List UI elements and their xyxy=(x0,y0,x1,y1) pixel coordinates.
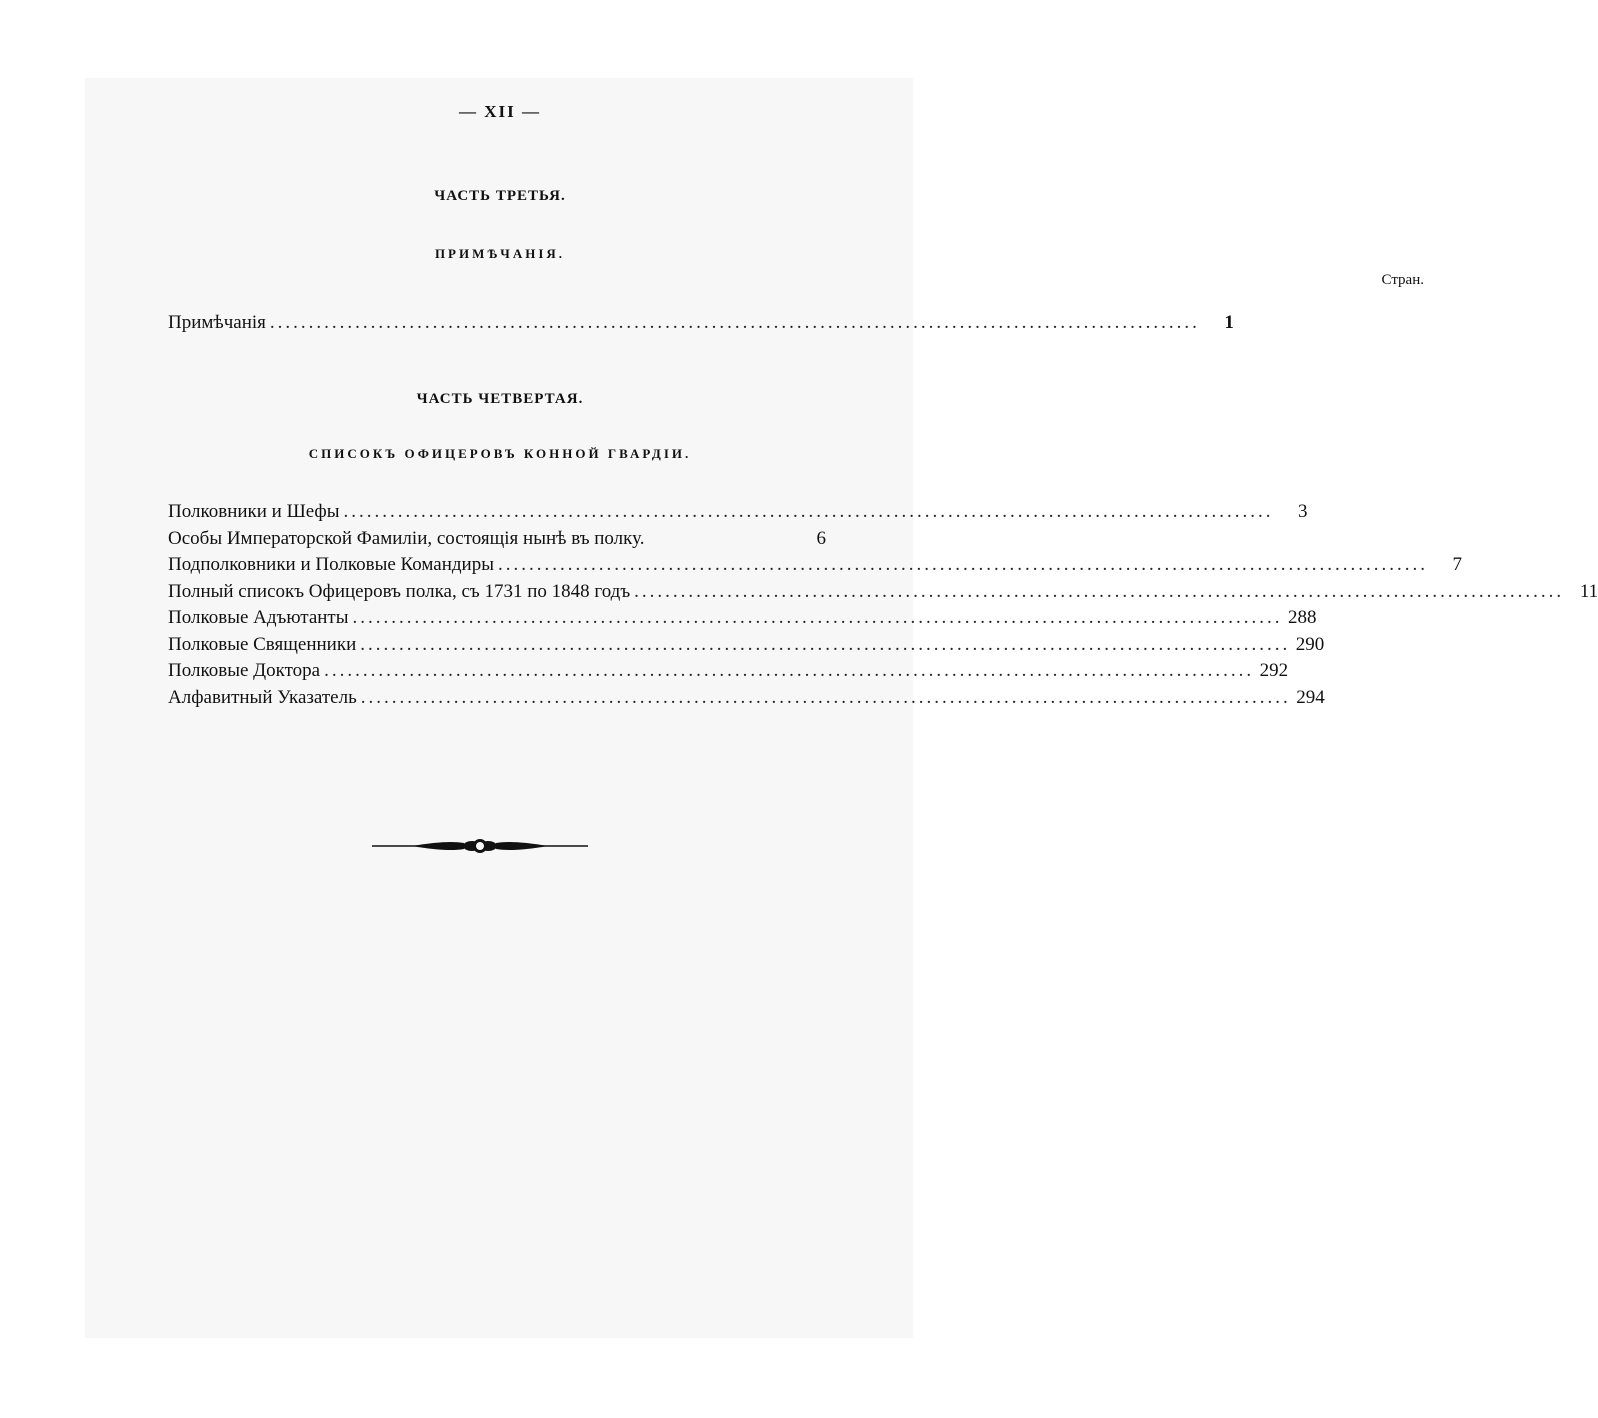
leader-dots: ........................................................................................................................ xyxy=(352,607,1283,628)
part-three-subtitle: ПРИМѢЧАНІЯ. xyxy=(434,246,566,261)
part-four-toc xyxy=(168,499,1598,711)
leader-dots: ........................................................................................................................ xyxy=(634,580,1565,602)
toc-entry xyxy=(168,579,1598,606)
toc-entry-page: 288 xyxy=(1288,607,1317,628)
part-four-title: ЧАСТЬ ЧЕТВЕРТАЯ. xyxy=(416,391,584,407)
toc-entry xyxy=(168,526,826,553)
toc-entry-label: Алфавитный Указатель xyxy=(168,686,357,708)
toc-entry-page: 7 xyxy=(1452,554,1462,575)
toc-entry-page: 3 xyxy=(1298,501,1308,522)
toc-entry-page: 1 xyxy=(1224,312,1234,333)
leader-dots: ........................................................................................................................ xyxy=(360,633,1291,655)
part-three-title: ЧАСТЬ ТРЕТЬЯ. xyxy=(434,188,566,204)
toc-entry xyxy=(168,552,1462,579)
toc-entry xyxy=(168,310,1234,337)
part-three-toc xyxy=(168,310,1234,337)
toc-entry xyxy=(168,605,1317,632)
leader-dots: ........................................................................................................................ xyxy=(497,554,1428,575)
toc-entry-label: Подполковники и Полковые Командиры xyxy=(168,554,494,575)
toc-entry xyxy=(168,499,1308,526)
toc-entry-page: 294 xyxy=(1296,686,1325,708)
toc-entry-page: 6 xyxy=(816,527,826,549)
toc-entry-label: Полковники и Шефы xyxy=(168,501,340,522)
toc-entry-label: Особы Императорской Фамиліи, состоящія нынѣ въ полку. xyxy=(168,527,645,549)
toc-entry-page: 11 xyxy=(1579,580,1598,602)
page-column-label: Стран. xyxy=(1381,272,1424,288)
decorative-rule-ornament xyxy=(372,834,588,858)
toc-entry-label: Полный списокъ Офицеровъ полка, съ 1731 по 1848 годъ xyxy=(168,580,631,602)
leader-dots: ........................................................................................................................ xyxy=(269,312,1200,333)
toc-entry-label: Полковые Доктора xyxy=(168,660,321,681)
toc-entry-page: 290 xyxy=(1295,633,1325,655)
toc-entry xyxy=(168,632,1325,659)
toc-entry-label: Полковые Адъютанты xyxy=(168,607,349,628)
toc-entry xyxy=(168,658,1289,685)
leader-dots: ........................................................................................................................ xyxy=(360,686,1291,708)
toc-entry-label: Полковые Священники xyxy=(168,633,357,655)
toc-entry xyxy=(168,685,1325,712)
toc-entry-label: Примѣчанія xyxy=(168,312,266,333)
leader-dots: ........................................................................................................................ xyxy=(324,660,1255,681)
leader-dots: ........................................................................................................................ xyxy=(343,501,1274,522)
page-folio: — XII — xyxy=(458,102,541,121)
toc-entry-page: 292 xyxy=(1259,660,1289,681)
part-four-subtitle: СПИСОКЪ ОФИЦЕРОВЪ КОННОЙ ГВАРДІИ. xyxy=(308,446,692,461)
